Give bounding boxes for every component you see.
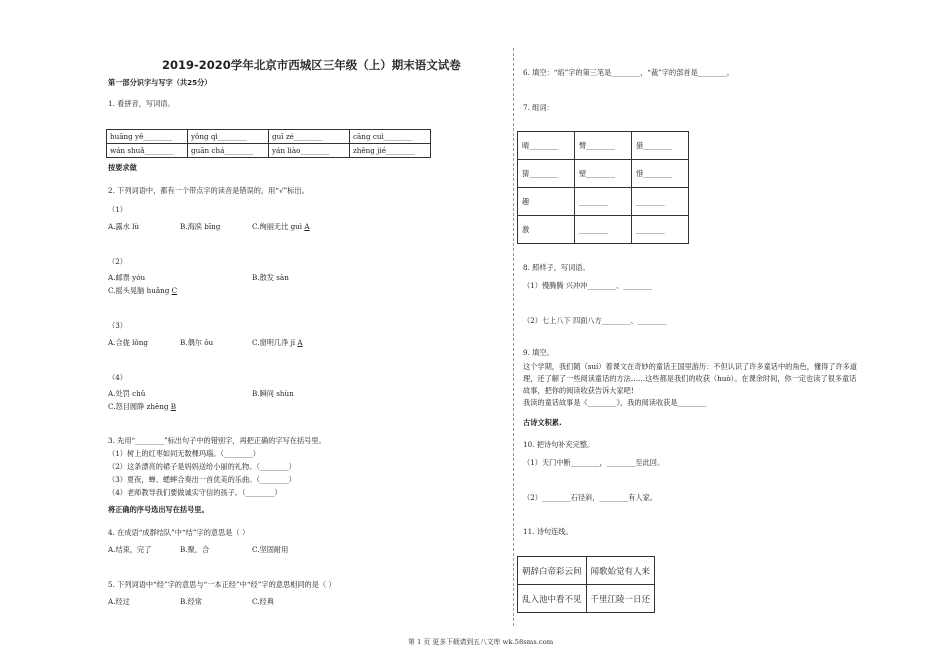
q4-option-c[interactable]: C.坚固耐用 [252,545,289,554]
q2-stem: 2. 下列词语中，都有一个带点字的读音是错误的，用“√”标出。 [108,186,309,195]
q5-option-c[interactable]: C.经典 [252,597,274,606]
q4-stem: 4. 在成语“成群结队”中“结”字的意思是（ ） [108,528,250,537]
section2-heading: 古诗文积累. [523,418,562,427]
pinyin-cell[interactable]: yán liào________ [269,144,350,158]
q3-line[interactable]: （1）树上的红枣如同无数棵玛瑙。（________） [108,449,260,458]
q2-g3-answer: A [297,338,303,347]
q2-g2-option-a[interactable]: A.邮票 yóu [108,273,146,282]
poem-line[interactable]: 闻歌始觉有人来 [586,557,655,585]
q2-g4-option-b[interactable]: B.瞬间 shùn [252,389,294,398]
q10-line2[interactable]: （2）________石径斜，________有人家。 [523,493,657,502]
q10-line1[interactable]: （1）天门中断________，________至此回。 [523,458,665,467]
q2-group1-label: （1） [108,205,127,214]
q2-group2-label: （2） [108,257,127,266]
poem-line[interactable]: 千里江陵一日还 [586,585,655,613]
q2-g3-option-b[interactable]: B.偶尔 ǒu [180,338,214,347]
word-cell[interactable]: ________ [632,188,689,216]
q9-paragraph: 这个学期，我们随（suí）着课文在奇妙的童话王国里游历：不但认识了许多童话中的角色，懂得了许多道 [523,362,858,371]
q9-answer-line[interactable]: 我读的童话故事是《________》，我的阅读收获是________ [523,398,707,407]
q2-g4-option-a[interactable]: A.处罚 chǔ [108,389,146,398]
q2-group4-label: （4） [108,373,127,382]
q10-stem: 10. 把诗句补充完整。 [523,440,595,449]
word-cell[interactable]: 猜________ [518,160,575,188]
q2-g2-answer: C [171,286,178,295]
q5-option-a[interactable]: A.经过 [108,597,130,606]
q2-g3-option-c[interactable]: C.窗明几净 jī [252,338,296,347]
q3-line[interactable]: （3）夏夜，蝉、蟋蟀合奏出一首优美的乐曲。（________） [108,475,296,484]
q9-paragraph: 故事，把你的阅读收获告诉大家吧! [523,386,634,395]
poem-match-table [517,556,655,613]
page-title: 2019-2020学年北京市西城区三年级（上）期末语文试卷 [162,58,461,72]
q3-line[interactable]: （4）老师教导我们要做诚实守信的孩子。（________） [108,488,282,497]
q3-stem: 3. 先用“________”标出句子中的错别字，再把正确的字写在括号里。 [108,436,326,445]
pinyin-cell[interactable]: wán shuǎ________ [107,144,188,158]
q3-line[interactable]: （2）这条漂亮的裙子是妈妈送给小丽的礼物。（________） [108,462,296,471]
q2-g1-answer: A [304,222,310,231]
word-cell[interactable]: ________ [575,216,632,244]
word-group-table [517,131,689,244]
word-cell[interactable]: 猎________ [632,132,689,160]
word-cell: 趣 [518,188,575,216]
q2-g2-option-c[interactable]: C.摇头晃脑 huǎng [108,286,170,295]
word-cell[interactable]: ________ [632,216,689,244]
pinyin-cell[interactable]: guān chá________ [188,144,269,158]
q3-note: 将正确的序号选出写在括号里。 [108,505,209,514]
q2-group3-label: （3） [108,321,127,330]
q4-option-a[interactable]: A.结束，完了 [108,545,152,554]
q8-line1[interactable]: （1）慢腾腾 兴冲冲________、________ [523,281,653,290]
q2-g1-option-c[interactable]: C.绚丽无比 guì [252,222,303,231]
poem-line[interactable]: 朝辞白帝彩云间 [518,557,587,585]
q11-stem: 11. 诗句连线。 [523,527,573,536]
word-cell[interactable]: 晴________ [518,132,575,160]
pinyin-cell[interactable]: cāng cuì________ [350,130,431,144]
page-footer: 第 1 页 更多下载请到五八文库 wk.58sms.com [408,638,554,646]
q1-note: 按要求做 [108,163,137,172]
part1-heading: 第一部分识字与写字（共25分） [108,78,212,87]
q2-g4-answer: B [170,402,177,411]
q8-line2[interactable]: （2）七上八下 四面八方________、________ [523,316,667,325]
q2-g1-option-b[interactable]: B.海滨 bīng [180,222,221,231]
q1-stem: 1. 看拼音，写词语。 [108,99,175,108]
column-divider [513,48,514,626]
q8-stem: 8. 照样子，写词语。 [523,263,590,272]
q2-g3-option-a[interactable]: A.合拢 lǒng [108,338,148,347]
word-cell[interactable]: 惜________ [632,160,689,188]
q5-stem: 5. 下列词语中“经”字的意思与“一本正经”中“经”字的意思相同的是（ ） [108,580,336,589]
pinyin-cell[interactable]: huāng yě________ [107,130,188,144]
poem-line[interactable]: 乱入池中看不见 [518,585,587,613]
word-cell: 激 [518,216,575,244]
q7-stem: 7. 组词： [523,103,554,112]
q9-paragraph: 理，还了解了一些阅读童话的方法……这些都是我们的收获（huò）。在课余时间，你一定也读了很多童话 [523,374,857,383]
q9-stem: 9. 填空。 [523,348,554,357]
q5-option-b[interactable]: B.经常 [180,597,202,606]
q6-stem[interactable]: 6. 填空：“焰”字的第三笔是________，“裁”字的部首是________。 [523,68,734,77]
q2-g2-option-b[interactable]: B.散发 sàn [252,273,289,282]
pinyin-table [106,129,431,158]
pinyin-cell[interactable]: zhēng jié________ [350,144,431,158]
pinyin-cell[interactable]: yǒng qì________ [188,130,269,144]
word-cell[interactable]: 壁________ [575,160,632,188]
pinyin-cell[interactable]: guī zé________ [269,130,350,144]
q4-option-b[interactable]: B.聚，合 [180,545,210,554]
q2-g1-option-a[interactable]: A.露水 lù [108,222,140,231]
word-cell[interactable]: 臂________ [575,132,632,160]
word-cell[interactable]: ________ [575,188,632,216]
q2-g4-option-c[interactable]: C.怒目圆睁 zhēng [108,402,169,411]
